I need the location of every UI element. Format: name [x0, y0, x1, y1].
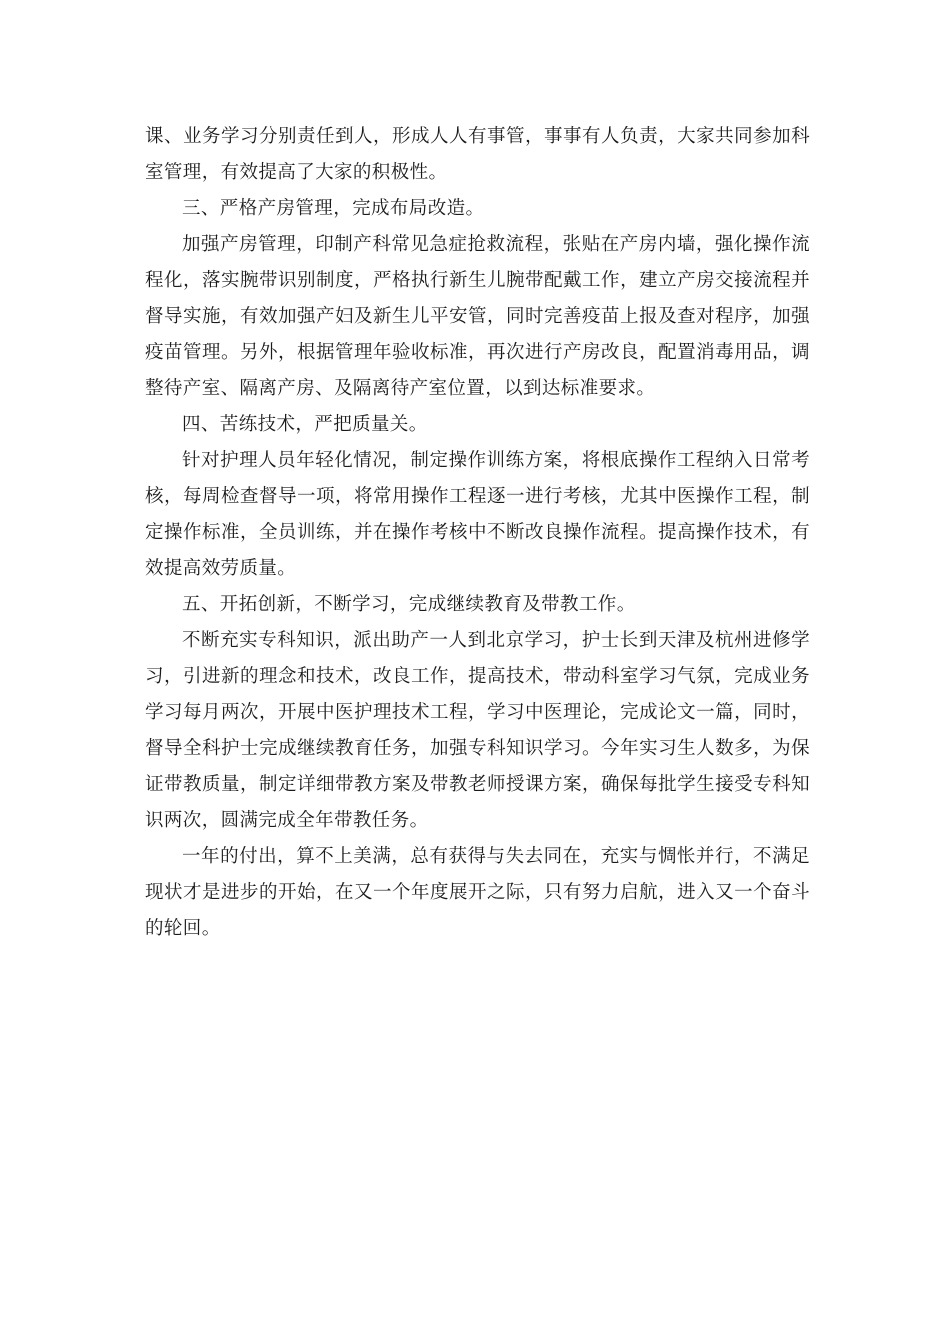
- document-body: [145, 119, 810, 947]
- paragraph-continuation: 课、业务学习分别责任到人，形成人人有事管，事事有人负责，大家共同参加科室管理，有效提高了大家的积极性。: [145, 126, 810, 183]
- section-heading-5: 五、开拓创新，不断学习，完成继续教育及带教工作。: [182, 594, 636, 615]
- paragraph-training: 针对护理人员年轻化情况，制定操作训练方案，将根底操作工程纳入日常考核，每周检查督导一项，将常用操作工程逐一进行考核，尤其中医操作工程，制定操作标准，全员训练，并在操作考核中不断改良操作流程。提高操作技术，有效提高效劳质量。: [145, 450, 810, 579]
- paragraph-delivery-room: 加强产房管理，印制产科常见急症抢救流程，张贴在产房内墙，强化操作流程化，落实腕带识别制度，严格执行新生儿腕带配戴工作，建立产房交接流程并督导实施，有效加强产妇及新生儿平安管，同时完善疫苗上报及查对程序，加强疫苗管理。另外，根据管理年验收标准，再次进行产房改良，配置消毒用品，调整待产室、隔离产房、及隔离待产室位置，以到达标准要求。: [145, 234, 810, 399]
- paragraph-conclusion: 一年的付出，算不上美满，总有获得与失去同在，充实与惆怅并行，不满足现状才是进步的开始，在又一个年度展开之际，只有努力启航，进入又一个奋斗的轮回。: [145, 846, 810, 939]
- section-heading-4: 四、苦练技术，严把质量关。: [182, 414, 428, 435]
- section-heading-3: 三、严格产房管理，完成布局改造。: [182, 198, 485, 219]
- paragraph-education: 不断充实专科知识，派出助产一人到北京学习，护士长到天津及杭州进修学习，引进新的理念和技术，改良工作，提高技术，带动科室学习气氛，完成业务学习每月两次，开展中医护理技术工程，学习中医理论，完成论文一篇，同时，督导全科护士完成继续教育任务，加强专科知识学习。今年实习生人数多，为保证带教质量，制定详细带教方案及带教老师授课方案，确保每批学生接受专科知识两次，圆满完成全年带教任务。: [145, 630, 810, 831]
